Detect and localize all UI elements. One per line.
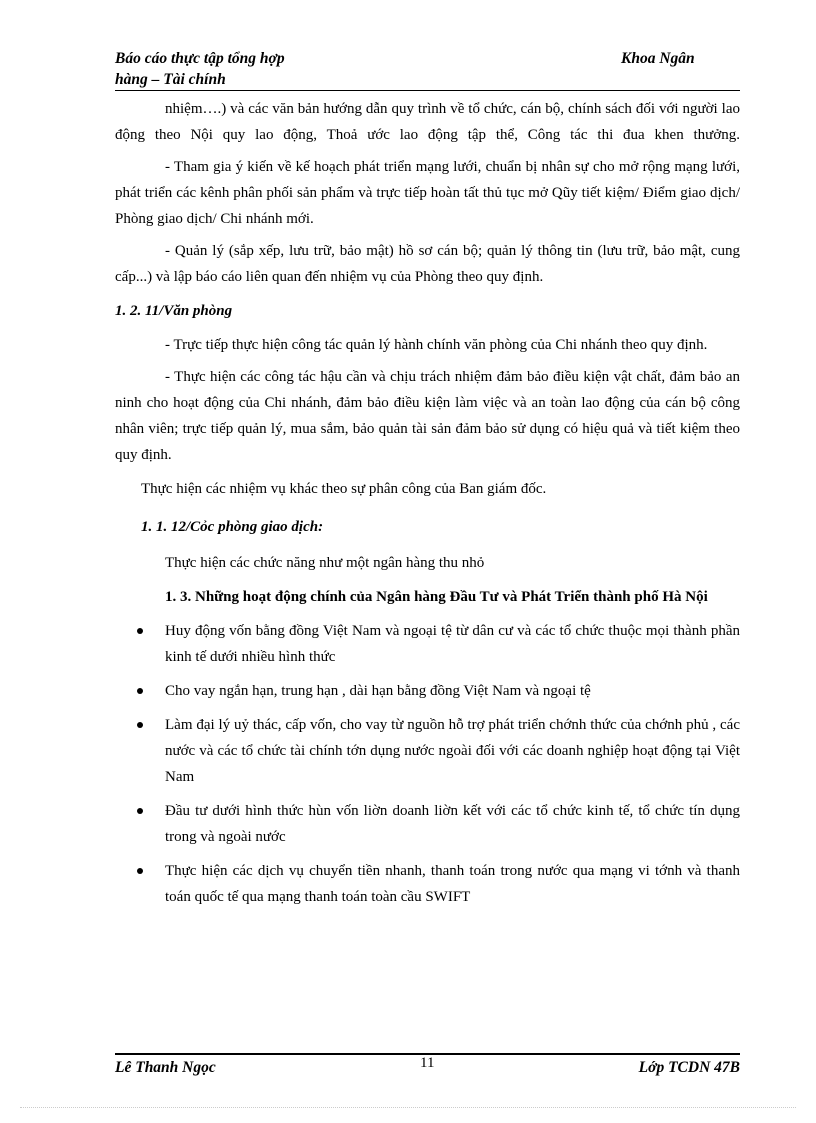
bullet-icon — [137, 628, 143, 634]
bullet-icon — [137, 688, 143, 694]
paragraph-network-plan: - Tham gia ý kiến về kế hoạch phát triển mạng lưới, chuẩn bị nhân sự cho mở rộng mạng lưới, phát triển các kênh phân phối sản phẩm và trực tiếp hoàn tất thủ tục mở Qũy tiết kiệm/ Điểm giao dịch/ Phòng giao dịch/ Chi nhánh mới. — [115, 159, 740, 227]
list-item: Huy động vốn bằng đồng Việt Nam và ngoại tệ từ dân cư và các tổ chức thuộc mọi thành phần kinh tế dưới nhiều hình thức — [115, 618, 740, 670]
header-title-line1: Báo cáo thực tập tổng hợp — [115, 50, 285, 67]
paragraph-admin-office: - Trực tiếp thực hiện công tác quản lý hành chính văn phòng của Chi nhánh theo quy định. — [165, 337, 708, 353]
page-footer — [115, 1053, 740, 1085]
header-faculty: Khoa Ngân — [621, 50, 695, 67]
header-title-line2: hàng – Tài chính — [115, 71, 226, 88]
page-edge-divider — [20, 1107, 796, 1108]
list-item: Cho vay ngắn hạn, trung hạn , dài hạn bằng đồng Việt Nam và ngoại tệ — [115, 678, 740, 704]
page-header — [115, 48, 740, 91]
list-item: Đầu tư dưới hình thức hùn vốn liờn doanh liờn kết với các tổ chức kinh tế, tổ chức tín dụng trong và ngoài nước — [115, 798, 740, 850]
heading-van-phong: 1. 2. 11/Văn phòng — [115, 303, 233, 319]
paragraph-mini-bank: Thực hiện các chức năng như một ngân hàng thu nhỏ — [165, 555, 485, 571]
header-report-title — [115, 48, 355, 90]
page-body — [115, 96, 740, 910]
footer-class: Lớp TCDN 47B — [638, 1059, 740, 1076]
activities-list — [115, 618, 740, 910]
paragraph-records-management: - Quản lý (sắp xếp, lưu trữ, bảo mật) hồ sơ cán bộ; quản lý thông tin (lưu trữ, bảo mật, cung cấp...) và lập báo cáo liên quan đến nhiệm vụ của Phòng theo quy định. — [115, 243, 740, 285]
paragraph-other-tasks: Thực hiện các nhiệm vụ khác theo sự phân công của Ban giám đốc. — [141, 481, 547, 497]
section-main-activities-title: 1. 3. Những hoạt động chính của Ngân hàng Đầu Tư và Phát Triển thành phố Hà Nội — [165, 589, 708, 605]
list-item: Làm đại lý uỷ thác, cấp vốn, cho vay từ nguồn hỗ trợ phát triển chớnh thức của chớnh phủ , các nước và các tổ chức tài chính tớn dụng nước ngoài đối với các doanh nghiệp hoạt động tại Việt Nam — [115, 712, 740, 790]
footer-author: Lê Thanh Ngọc — [115, 1059, 216, 1076]
paragraph-personnel-docs: nhiệm….) và các văn bản hướng dẫn quy trình về tổ chức, cán bộ, chính sách đối với người lao động theo Nội quy lao động, Thoả ước lao động tập thể, Công tác thi đua khen thưởng. — [115, 101, 740, 143]
bullet-icon — [137, 808, 143, 814]
page-number: 11 — [420, 1055, 435, 1071]
bullet-icon — [137, 868, 143, 874]
bullet-icon — [137, 722, 143, 728]
heading-phong-giao-dich: 1. 1. 12/Cỏc phòng giao dịch: — [141, 519, 324, 535]
list-item: Thực hiện các dịch vụ chuyển tiền nhanh, thanh toán trong nước qua mạng vi tớnh và thanh toán quốc tế qua mạng thanh toán toàn cầu SWIFT — [115, 858, 740, 910]
paragraph-logistics: - Thực hiện các công tác hậu cần và chịu trách nhiệm đảm bảo điều kiện vật chất, đảm bảo an ninh cho hoạt động của Chi nhánh, đảm bảo điều kiện làm việc và an toàn lao động của cán bộ công nhân viên; trực tiếp quản lý, mua sắm, bảo quản tài sản đảm bảo sử dụng có hiệu quả và tiết kiệm theo quy định. — [115, 369, 740, 463]
